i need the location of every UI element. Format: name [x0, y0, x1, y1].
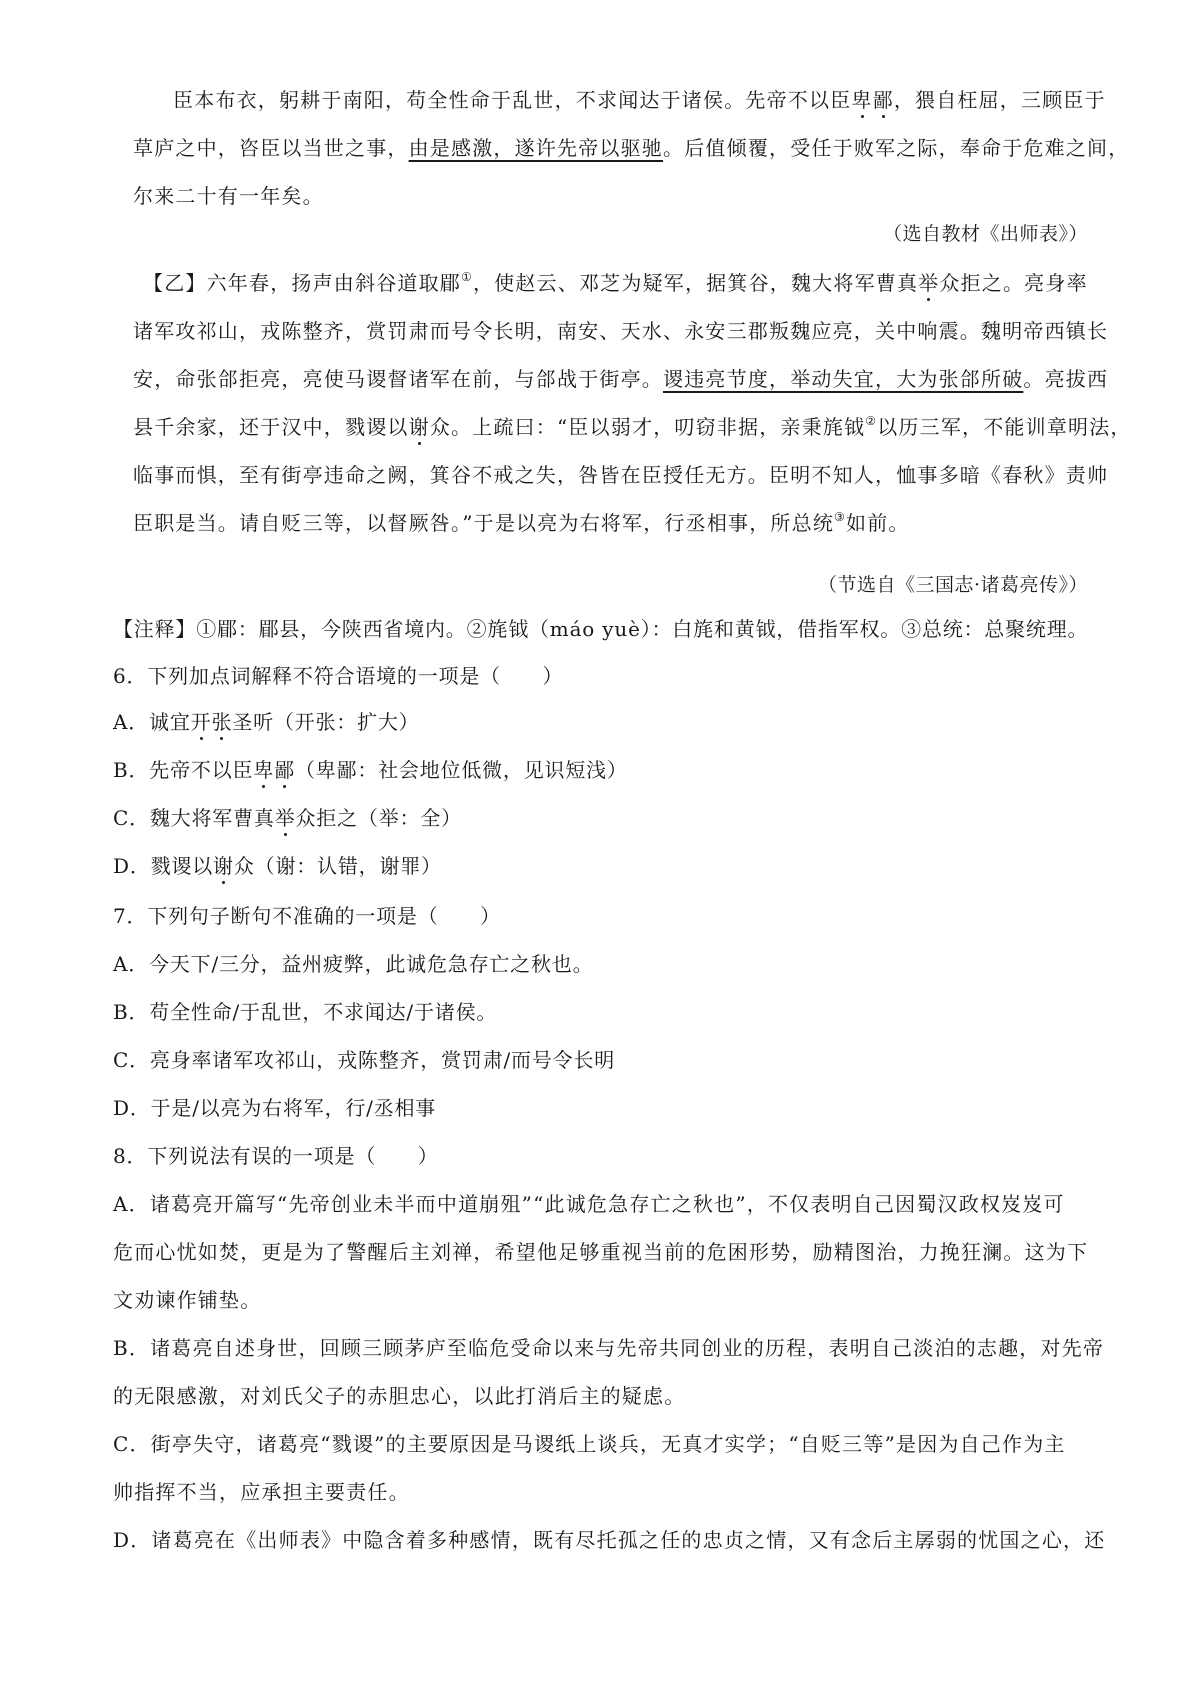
footnote-marker: ③ [834, 510, 846, 524]
emphasis-dot-char: 谢 [408, 415, 430, 439]
question-8-option-b: B．诸葛亮自述身世，回顾三顾茅庐至临危受命以来与先帝共同创业的历程，表明自己淡泊的志趣，对先帝 的无限感激，对刘氏父子的赤胆忠心，以此打消后主的疑虑。 [113, 1336, 1105, 1408]
emphasis-dot-char: 谢 [213, 854, 234, 878]
passage-yi-line: 临事而惧，至有街亭违命之阙，箕谷不戒之失，咎皆在臣授任无方。臣明不知人，恤事多暗《春秋》责帅 [133, 463, 1109, 487]
annotation-notes: 【注释】①郿：郿县，今陕西省境内。②旄钺（máo yuè）：白旄和黄钺，借指军权。③总统：总聚统理。 [113, 617, 1089, 641]
question-8-stem: 8．下列说法有误的一项是（ ） [113, 1144, 439, 1168]
passage-jia-line: 尔来二十有一年矣。 [133, 184, 324, 208]
footnote-marker: ② [865, 414, 878, 428]
source-citation-jia: （选自教材《出师表》） [882, 223, 1088, 245]
question-8-option-d: D．诸葛亮在《出师表》中隐含着多种感情，既有尽托孤之任的忠贞之情，又有念后主孱弱的忧国之心，还 [113, 1528, 1106, 1552]
question-7-option-c: C．亮身率诸军攻祁山，戎陈整齐，赏罚肃/而号令长明 [113, 1048, 616, 1072]
passage-yi-line: 【乙】六年春，扬声由斜谷道取郿①，使赵云、邓芝为疑军，据箕谷，魏大将军曹真举众拒之。亮身率 [143, 270, 1088, 295]
underlined-sentence: 谡违亮节度，举动失宜，大为张郃所破 [663, 367, 1024, 391]
emphasis-dot-char: 鄙 [872, 88, 894, 112]
passage-jia-line: 草庐之中，咨臣以当世之事，由是感激，遂许先帝以驱驰。后值倾覆，受任于败军之际，奉命于危难之间， [133, 136, 1130, 160]
footnote-marker: ① [461, 270, 473, 284]
passage-yi-line: 诸军攻祁山，戎陈整齐，赏罚肃而号令长明，南安、天水、永安三郡叛魏应亮，关中响震。魏明帝西镇长 [133, 319, 1109, 343]
question-7-stem: 7．下列句子断句不准确的一项是（ ） [113, 904, 501, 928]
question-7-option-b: B．苟全性命/于乱世，不求闻达/于诸侯。 [113, 1000, 498, 1024]
passage-yi [133, 259, 1132, 547]
passage-yi-line: 安，命张郃拒亮，亮使马谡督诸军在前，与郃战于街亭。谡违亮节度，举动失宜，大为张郃所破。亮拔西 [133, 367, 1109, 391]
question-6-option-c: C．魏大将军曹真举众拒之（举：全） [113, 806, 462, 830]
question-6-stem: 6．下列加点词解释不符合语境的一项是（ ） [113, 664, 564, 688]
passage-yi-line: 臣职是当。请自贬三等，以督厥咎。”于是以亮为右将军，行丞相事，所总统③如前。 [133, 510, 910, 535]
passage-jia [133, 76, 1130, 220]
emphasis-dot-char: 举 [274, 806, 296, 830]
question-7-option-a: A．今天下/三分，益州疲弊，此诚危急存亡之秋也。 [113, 952, 594, 976]
question-6-option-a: A．诚宜开张圣听（开张：扩大） [113, 710, 420, 734]
emphasis-dot-char: 卑 [253, 758, 275, 782]
question-8-option-a: A．诸葛亮开篇写“先帝创业未半而中道崩殂”“此诚危急存亡之秋也”，不仅表明自己因蜀汉政权岌岌可 危而心忧如焚，更是为了警醒后主刘禅，希望他足够重视当前的危困形势，励精图治，力挽狂澜。这为下 文劝谏作铺垫。 [113, 1192, 1089, 1312]
question-8-option-c: C．街亭失守，诸葛亮“戮谡”的主要原因是马谡纸上谈兵，无真才实学；“自贬三等”是因为自己作为主 帅指挥不当，应承担主要责任。 [113, 1432, 1066, 1504]
question-6-option-b: B．先帝不以臣卑鄙（卑鄙：社会地位低微，见识短浅） [113, 758, 628, 782]
emphasis-dot-char: 卑 [851, 88, 873, 112]
emphasis-dot-char: 张 [211, 710, 233, 734]
passage-jia-line: 臣本布衣，躬耕于南阳，苟全性命于乱世，不求闻达于诸侯。先帝不以臣卑鄙，猥自枉屈，三顾臣于 [173, 88, 1106, 112]
underlined-sentence: 由是感激，遂许先帝以驱驰 [408, 136, 664, 160]
emphasis-dot-char: 举 [918, 271, 940, 295]
question-7-option-d: D．于是/以亮为右将军，行/丞相事 [113, 1096, 437, 1120]
emphasis-dot-char: 开 [190, 710, 212, 734]
emphasis-dot-char: 鄙 [274, 758, 295, 782]
passage-yi-line: 县千余家，还于汉中，戮谡以谢众。上疏曰：“臣以弱才，叨窃非据，亲秉旄钺②以历三军，不能训章明法， [133, 414, 1132, 439]
source-citation-yi: （节选自《三国志·诸葛亮传》） [817, 574, 1088, 596]
question-6-option-d: D．戮谡以谢众（谢：认错，谢罪） [113, 854, 442, 878]
